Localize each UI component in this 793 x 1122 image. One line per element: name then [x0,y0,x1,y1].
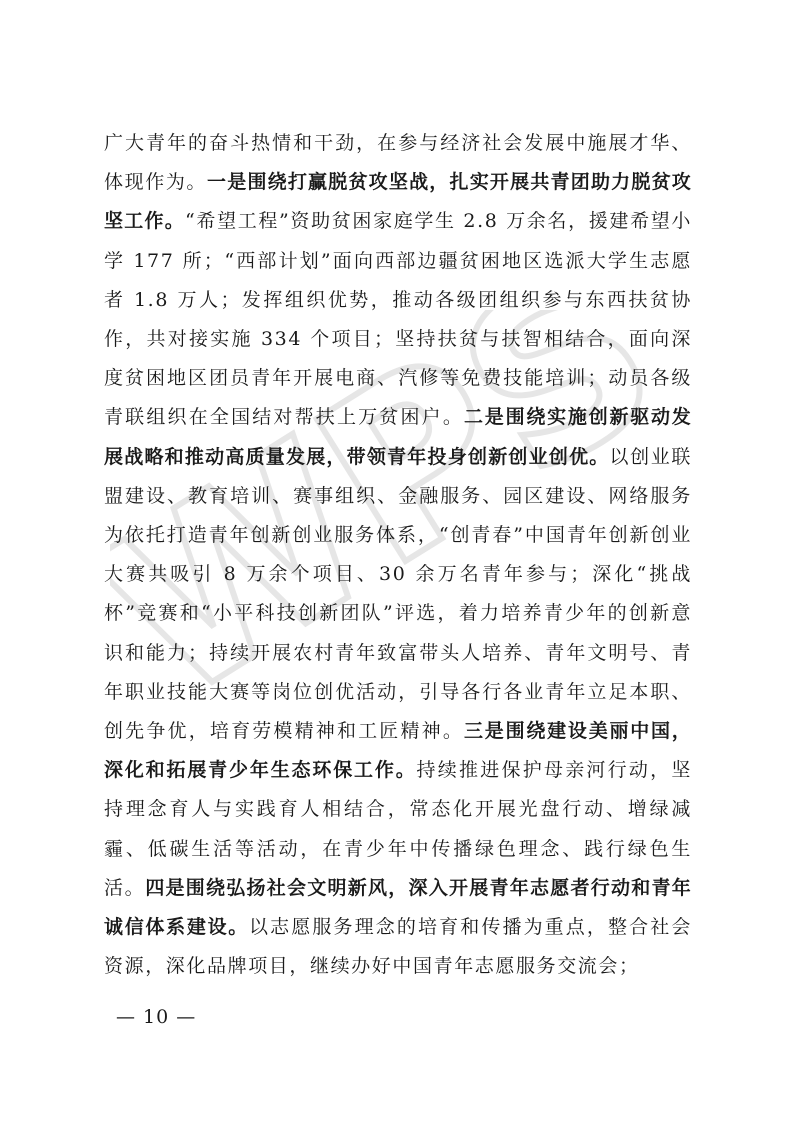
text-segment: 持续推进保护母亲河行动，坚持理念育人与实践育人相结合，常态化开展光盘行动、增绿减霾、低碳生活等活动，在青少年中传播绿色理念、践行绿色生活。 [104,759,692,899]
text-segment: “希望工程”资助贫困家庭学生 2.8 万余名，援建希望小学 177 所；“西部计划”面向西部边疆贫困地区选派大学生志愿者 1.8 万人；发挥组织优势，推动各级团组织参与东西扶贫协作，共对接实施 334 个项目；坚持扶贫与扶智相结合，面向深度贫困地区团员青年开展电商、汽修等免费技能培训；动员各级青联组织在全国结对帮扶上万贫困户。 [104,210,692,429]
bold-heading-segment: 一是围绕打赢脱贫攻坚战，扎实开展共青团助力脱贫攻坚工作。 [104,171,692,233]
watermark-text: WPS [110,310,670,690]
bold-heading-segment: 四是围绕弘扬社会文明新风，深入开展青年志愿者行动和青年诚信体系建设。 [104,876,693,939]
body-paragraph [104,124,692,986]
text-segment: 广大青年的奋斗热情和干劲，在参与经济社会发展中施展才华、体现作为。 [104,132,692,194]
bold-heading-segment: 二是围绕实施创新驱动发展战略和推动高质量发展，带领青年投身创新创业创优。 [104,406,693,468]
page-number: — 10 — [116,1006,197,1028]
text-segment: 以志愿服务理念的培育和传播为重点，整合社会资源，深化品牌项目，继续办好中国青年志愿服务交流会； [104,916,692,978]
bold-heading-segment: 三是围绕建设美丽中国，深化和拓展青少年生态环保工作。 [104,720,693,782]
text-segment: 以创业联盟建设、教育培训、赛事组织、金融服务、园区建设、网络服务为依托打造青年创新创业服务体系，“创青春”中国青年创新创业大赛共吸引 8 万余个项目、30 余万名青年参与；深化“挑战杯”竞赛和“小平科技创新团队”评选，着力培养青少年的创新意识和能力；持续开展农村青年致富带头人培养、青年文明号、青年职业技能大赛等岗位创优活动，引导各行各业青年立足本职、创先争优，培育劳模精神和工匠精神。 [104,445,692,743]
